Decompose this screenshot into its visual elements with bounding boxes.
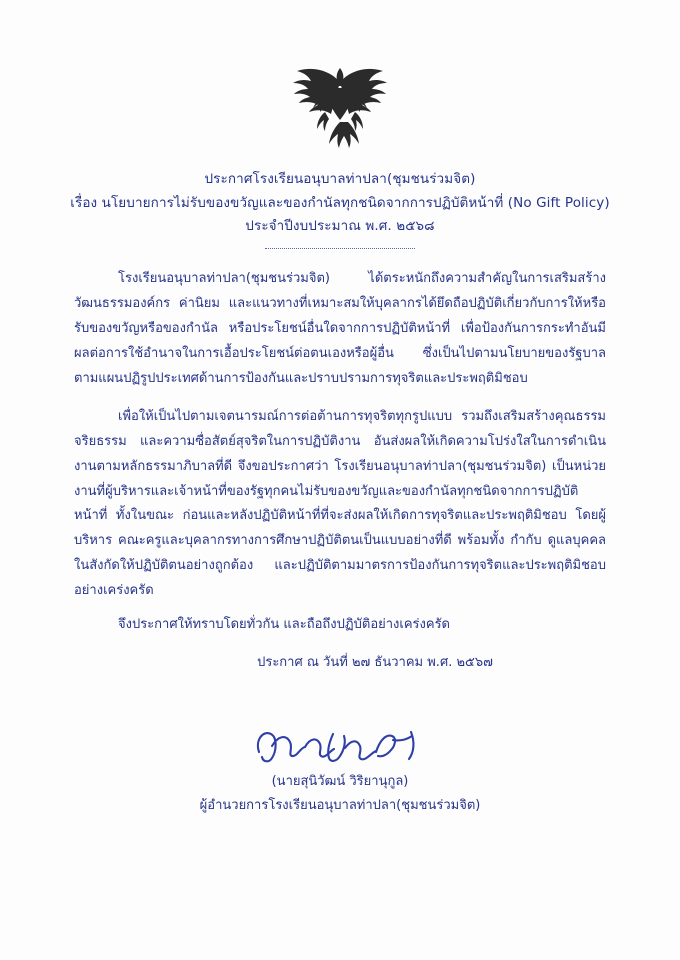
signer-title: ผู้อำนวยการโรงเรียนอนุบาลท่าปลา(ชุมชนร่วมจิต) [199, 798, 481, 814]
paragraph-2: เพื่อให้เป็นไปตามเจตนารมณ์การต่อต้านการทุจริตทุกรูปแบบ รวมถึงเสริมสร้างคุณธรรมจริยธรรม และความซื่อสัตย์สุจริตในการปฏิบัติงาน อันส่งผลให้เกิดความโปร่งใสในการดำเนินงานตามหลักธรรมาภิบาลที่ดี จึงขอประกาศว่า โรงเรียนอนุบาลท่าปลา(ชุมชนร่วมจิต) เป็นหน่วยงานที่ผู้บริหารและเจ้าหน้าที่ของรัฐทุกคนไม่รับของขวัญและของกำนัลทุกชนิดจากการปฏิบัติหน้าที่ ทั้งในขณะ ก่อนและหลังปฏิบัติหน้าที่ที่จะส่งผลให้เกิดการทุจริตและประพฤติมิชอบ โดยผู้บริหาร คณะครูและบุคลากรทางการศึกษาปฏิบัติตนเป็นแบบอย่างที่ดี พร้อมทั้ง กำกับ ดูแลบุคคลในสังกัดให้ปฏิบัติตนอย่างถูกต้อง และปฏิบัติตามมาตรการป้องกันการทุจริตและประพฤติมิชอบอย่างเคร่งครัด [74, 408, 606, 599]
header-line-2: เรื่อง นโยบายการไม่รับของขวัญและของกำนัลทุกชนิดจากการปฏิบัติหน้าที่ (No Gift Policy) [70, 194, 610, 211]
header-line-3: ประจำปีงบประมาณ พ.ศ. ๒๕๖๘ [245, 218, 435, 235]
paragraph-1: โรงเรียนอนุบาลท่าปลา(ชุมชนร่วมจิต) ได้ตระหนักถึงความสำคัญในการเสริมสร้างวัฒนธรรมองค์กร ค่านิยม และแนวทางที่เหมาะสมให้บุคลากรได้ยึดถือปฏิบัติเกี่ยวกับการให้หรือรับของขวัญหรือของกำนัล หรือประโยชน์อื่นใดจากการปฏิบัติหน้าที่ เพื่อป้องกันการกระทำอันมีผลต่อการใช้อำนาจในการเอื้อประโยชน์ต่อตนเองหรือผู้อื่น ซึ่งเป็นไปตามนโยบายของรัฐบาล ตามแผนปฏิรูปประเทศด้านการป้องกันและปราบปรามการทุจริตและประพฤติมิชอบ [74, 270, 606, 386]
signer-name: (นายสุนิวัฒน์ วิริยานุกูล) [271, 774, 409, 790]
header-divider [265, 248, 415, 249]
document-body [74, 267, 606, 815]
document-header [0, 168, 680, 249]
handwritten-signature [74, 722, 606, 768]
header-line-1: ประกาศโรงเรียนอนุบาลท่าปลา(ชุมชนร่วมจิต) [204, 171, 476, 187]
signature-block [74, 722, 606, 815]
emblem-container [0, 0, 680, 154]
announcement-date: ประกาศ ณ วันที่ ๒๗ ธันวาคม พ.ศ. ๒๕๖๗ [257, 655, 493, 671]
closing-statement: จึงประกาศให้ทราบโดยทั่วกัน และถือถึงปฏิบัติอย่างเคร่งครัด [118, 617, 450, 633]
garuda-emblem-icon [285, 62, 395, 154]
